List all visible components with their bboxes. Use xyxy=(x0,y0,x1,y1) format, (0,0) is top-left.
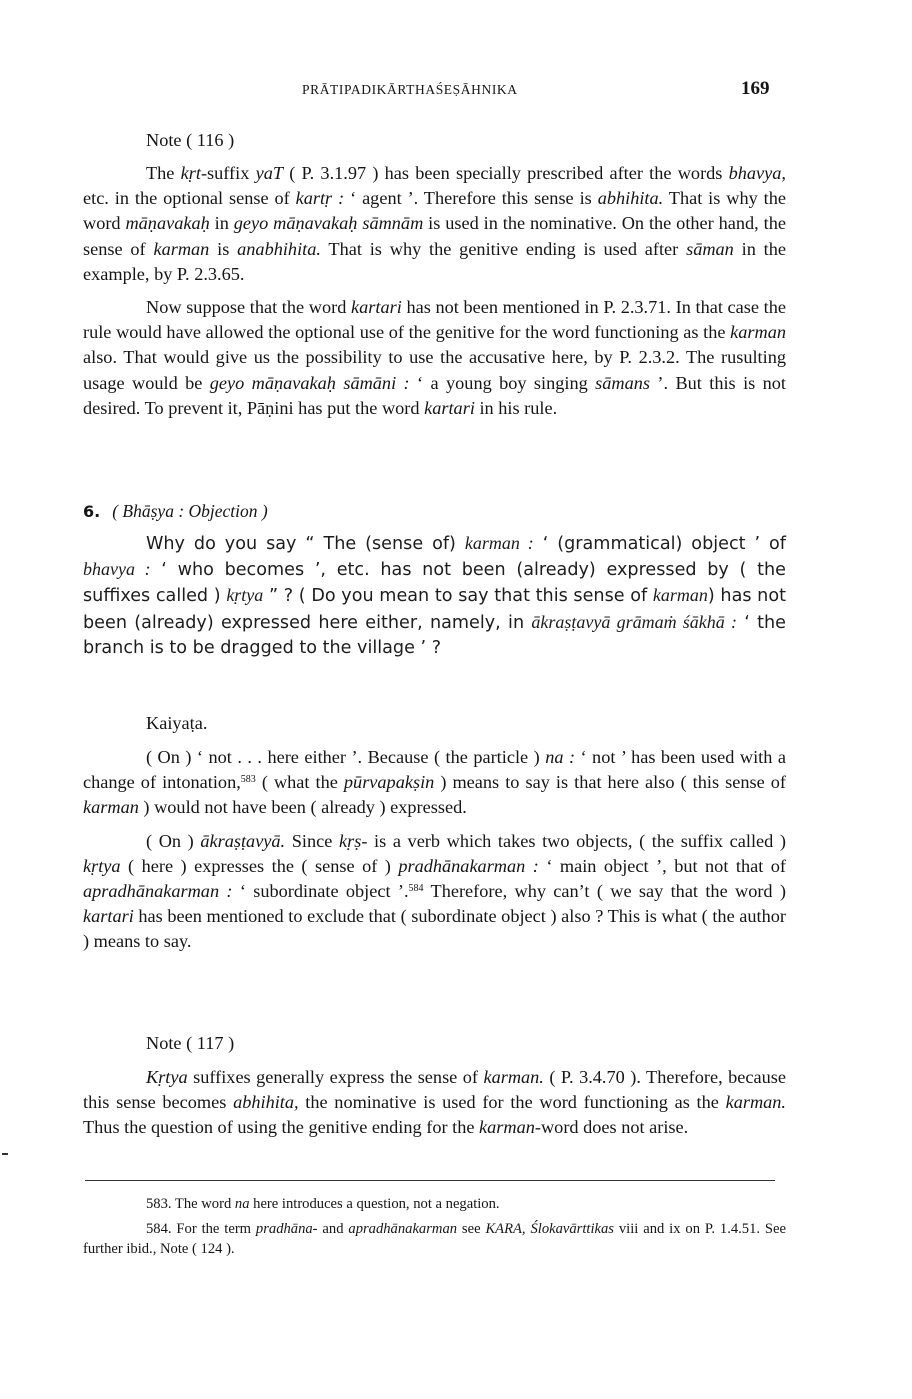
text-run: That is why the word xyxy=(83,188,787,234)
text-run: and xyxy=(317,1220,349,1237)
term-krtya: kṛtya xyxy=(83,855,121,876)
note-116-paragraph-2 xyxy=(83,295,786,421)
term-akrastavya-example: ākraṣṭavyā grāmaṁ śākhā : xyxy=(531,611,737,632)
term-krt: kṛt xyxy=(180,163,201,183)
text-run: 583. The word xyxy=(146,1196,235,1212)
term-yat: yaT xyxy=(255,163,283,183)
text-run: ( what the xyxy=(255,772,344,793)
footnote-583 xyxy=(83,1194,786,1215)
text-run: ‘ a young boy singing xyxy=(409,372,596,393)
term-kartr: kartṛ : xyxy=(295,188,345,209)
kaiyata-body xyxy=(83,745,786,955)
text-run: is used in the nominative. On the other hand, the sense of xyxy=(83,213,786,259)
term-krtya: kṛtya xyxy=(226,585,264,606)
term-kartari: kartari xyxy=(351,297,402,318)
text-run: etc. in the optional sense of xyxy=(83,188,296,209)
text-run: ‘ agent ’. Therefore this sense is xyxy=(344,188,598,209)
text-run: ‘ main object ’, but not that of xyxy=(538,855,786,876)
kaiyata-heading: Kaiyaṭa. xyxy=(146,713,208,733)
text-run: ) means to say is that here also ( this sense of xyxy=(434,772,786,793)
text-run: ( here ) expresses the ( sense of ) xyxy=(120,855,399,876)
term-slokavarttikas: Ślokavārttikas xyxy=(530,1220,614,1237)
term-anabhihita: anabhihita. xyxy=(237,238,321,259)
term-samans: sāmans xyxy=(595,372,651,393)
term-krs: kṛṣ- xyxy=(338,830,368,851)
text-run: Since xyxy=(285,830,339,851)
text-run: Thus the question of using the genitive ending for the xyxy=(83,1117,480,1138)
term-na: na xyxy=(234,1196,250,1212)
section-6-body xyxy=(83,531,786,661)
term-kartari: kartari xyxy=(83,906,134,927)
section-6-paragraph xyxy=(83,531,786,661)
term-akrastavya: ākraṣṭavyā. xyxy=(200,830,286,851)
term-karman: karman xyxy=(730,322,786,343)
footnote-divider xyxy=(85,1180,775,1181)
footnote-ref-583[interactable]: 583 xyxy=(240,774,256,786)
text-run: ( P. 3.1.97 ) has been specially prescribed after the words xyxy=(283,163,729,183)
term-karman: karman xyxy=(652,585,708,606)
text-run: is a verb which takes two objects, ( the suffix called ) xyxy=(367,830,786,851)
text-run: ( On ) ‘ not . . . here either ’. Because ( the particle ) xyxy=(146,747,546,767)
footnote-584 xyxy=(83,1219,786,1260)
term-geyo-example: geyo māṇavakaḥ sāmnām xyxy=(233,213,424,234)
term-na: na : xyxy=(545,747,576,767)
term-pradhanakarman: pradhānakarman : xyxy=(398,855,539,876)
text-run: ‘ (grammatical) object ’ of xyxy=(533,534,786,554)
term-apradhanakarman: apradhānakarman : xyxy=(83,881,233,902)
text-run: ‘ subordinate object ’. xyxy=(232,881,409,902)
text-run: in the example, by P. 2.3.65. xyxy=(83,238,787,284)
text-run: ‘ not ’ has been used with a change of intonation, xyxy=(83,747,786,793)
text-run: -suffix xyxy=(200,163,256,183)
text-run: ) would not have been ( already ) expressed. xyxy=(138,797,467,818)
term-kara: KARA, xyxy=(485,1220,526,1237)
text-run: is xyxy=(209,238,238,259)
text-run: ” ? ( Do you mean to say that this sense of xyxy=(263,586,653,607)
note-116-heading: Note ( 116 ) xyxy=(146,130,235,150)
text-run: -word does not arise. xyxy=(534,1117,689,1138)
text-run: The xyxy=(146,163,181,183)
text-run: also. That would give us the possibility to use the accusative here, by P. 2.3.2. The rusulting usage would be xyxy=(83,347,786,393)
section-title: ( Bhāṣya : Objection ) xyxy=(112,501,268,521)
text-run: here introduces a question, not a negation. xyxy=(249,1196,500,1212)
note-117-body xyxy=(83,1065,786,1141)
text-run: in xyxy=(209,213,234,234)
term-abhihita: abhihita, xyxy=(233,1092,299,1113)
text-run: ‘ the branch is to be dragged to the village ’ ? xyxy=(83,612,786,658)
section-6-heading xyxy=(83,499,268,524)
term-karman: karman : xyxy=(464,533,534,553)
term-karman: karman xyxy=(479,1117,535,1138)
term-krtya: Kṛtya xyxy=(146,1067,188,1087)
term-purvapaksin: pūrvapakṣin xyxy=(343,772,435,793)
term-karman: karman. xyxy=(483,1067,544,1087)
text-run: ( P. 3.4.70 ). Therefore, because this sense becomes xyxy=(83,1067,786,1113)
term-saman: sāman xyxy=(686,238,734,259)
term-abhihita: abhihita. xyxy=(597,188,664,209)
text-run: ) has not been (already) expressed here either, namely, in xyxy=(83,586,787,633)
text-run: ’. But this is not desired. To prevent it, Pāṇini has put the word xyxy=(83,372,787,418)
text-run: in his rule. xyxy=(474,397,558,418)
text-run: Why do you say “ The (sense of) xyxy=(146,534,465,554)
term-geyo-example: geyo māṇavakaḥ sāmāni : xyxy=(209,372,410,393)
text-run: suffixes generally express the sense of xyxy=(187,1067,484,1087)
section-number: 6. xyxy=(83,502,101,521)
term-karman: karman xyxy=(153,238,210,259)
text-run: Now suppose that the word xyxy=(146,297,352,318)
page-number: 169 xyxy=(741,78,770,99)
text-run: has been mentioned to exclude that ( subordinate object ) also ? This is what ( the author ) means to say. xyxy=(83,906,786,952)
text-run: That is why the genitive ending is used after xyxy=(320,238,687,259)
text-run: 584. For the term xyxy=(146,1220,256,1237)
text-run: has not been mentioned in P. 2.3.71. In that case the rule would have allowed the optional use of the genitive for the word functioning as the xyxy=(83,297,786,343)
text-run: viii and ix on P. 1.4.51. See further ibid., Note ( 124 ). xyxy=(83,1220,786,1257)
text-run: ‘ who becomes ’, etc. has not been (already) expressed by ( the suffixes called ) xyxy=(83,560,786,607)
text-run: the nominative is used for the word functioning as the xyxy=(298,1092,726,1113)
note-117-heading: Note ( 117 ) xyxy=(146,1033,235,1053)
footnotes xyxy=(83,1194,786,1264)
term-kartari: kartari xyxy=(424,397,475,418)
term-pradhana: pradhāna- xyxy=(255,1220,318,1237)
note-117-paragraph xyxy=(83,1065,786,1141)
text-run: ( On ) xyxy=(146,830,201,851)
note-116-paragraph-1 xyxy=(83,161,786,287)
note-116-body xyxy=(83,161,786,421)
term-bhavya: bhavya : xyxy=(83,559,151,580)
text-run: see xyxy=(457,1220,486,1237)
term-manavakah: māṇavakaḥ xyxy=(125,213,210,234)
term-karman: karman xyxy=(83,797,139,818)
margin-mark xyxy=(2,1153,8,1155)
running-title: PRĀTIPADIKĀRTHAŚEṢĀHNIKA xyxy=(302,82,518,97)
kaiyata-paragraph-1 xyxy=(83,745,786,821)
text-run: Therefore, why can’t ( we say that the word ) xyxy=(423,881,786,902)
term-apradhanakarman: apradhānakarman xyxy=(348,1220,458,1237)
kaiyata-paragraph-2 xyxy=(83,829,786,955)
footnote-ref-584[interactable]: 584 xyxy=(408,883,424,895)
term-karman: karman. xyxy=(725,1092,787,1113)
term-bhavya: bhavya, xyxy=(728,163,786,183)
